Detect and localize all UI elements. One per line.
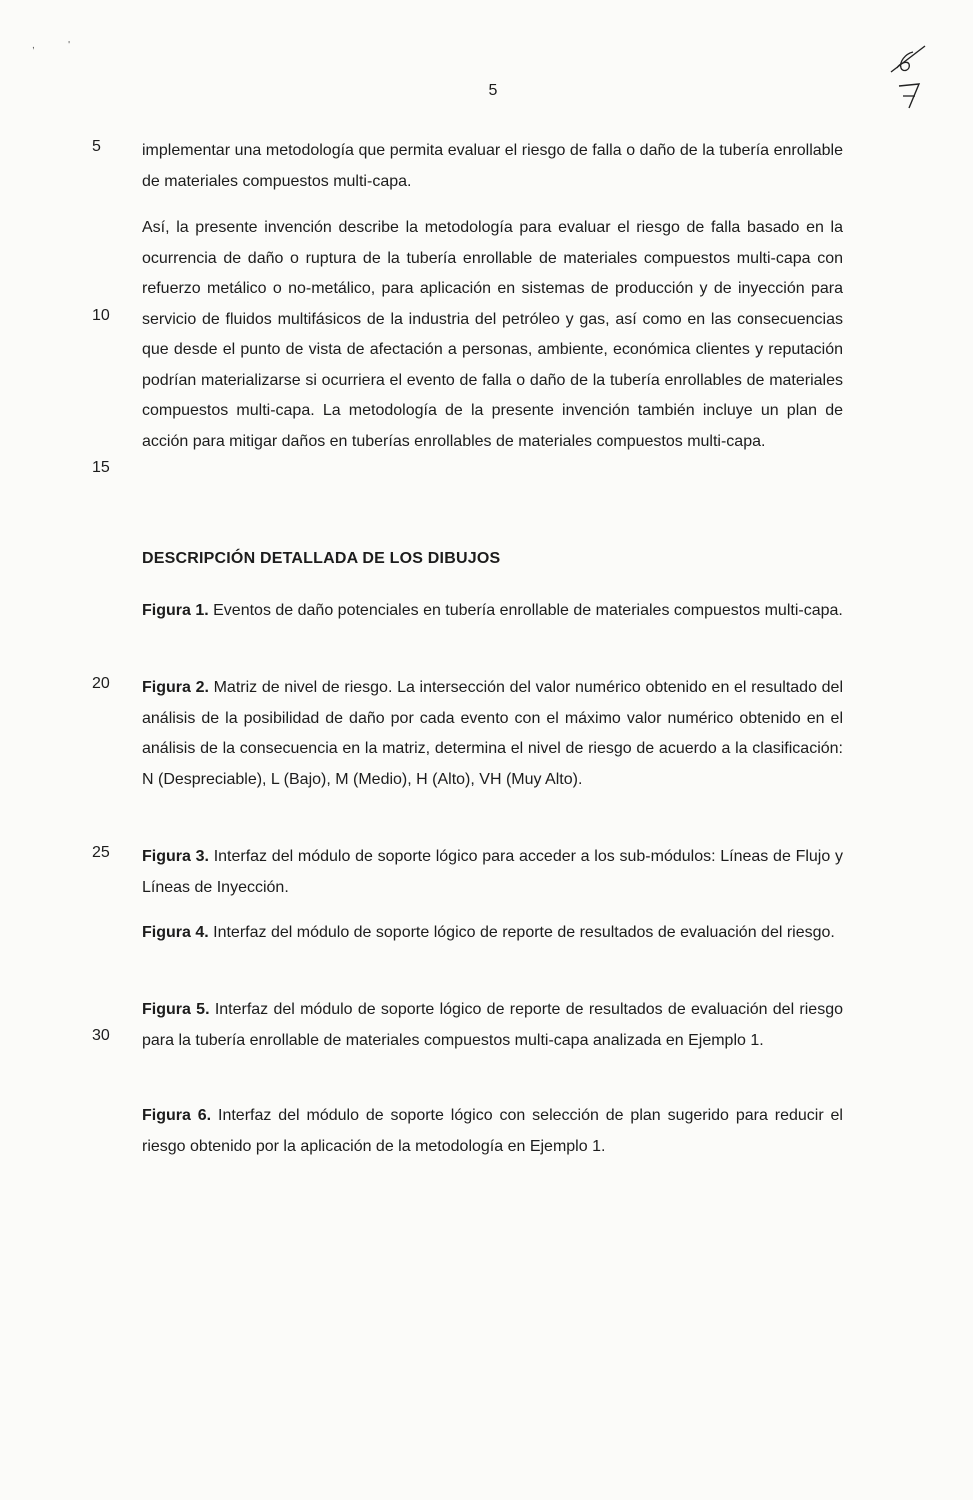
figure-label: Figura 6. (142, 1107, 212, 1124)
line-number: 30 (92, 1027, 110, 1044)
figure-label: Figura 5. (142, 1001, 210, 1018)
figure-text: Matriz de nivel de riesgo. La intersección del valor numérico obtenido en el resultado del análisis de la posibilidad de daño por cada evento con el máximo valor numérico obtenido en el análisis de la consecuencia en la matriz, determina el nivel de riesgo de acuerdo a la clasificación: N (Despreciable), L (Bajo), M (Medio), H (Alto), VH (Muy Alto). (142, 679, 844, 788)
figure-description (142, 918, 843, 949)
page-number: 5 (488, 82, 498, 99)
figure-label: Figura 4. (142, 924, 209, 941)
figure-description (142, 842, 843, 903)
figure-text: Interfaz del módulo de soporte lógico para acceder a los sub-módulos: Líneas de Flujo y Líneas de Inyección. (142, 848, 843, 896)
paragraph-continuation: implementar una metodología que permita evaluar el riesgo de falla o daño de la tubería enrollable de materiales compuestos multi-capa. (142, 142, 843, 190)
figure-description (142, 596, 843, 627)
figure-label: Figura 1. (142, 602, 209, 619)
line-number: 25 (92, 844, 110, 861)
line-number: 10 (92, 307, 110, 324)
figure-text: Interfaz del módulo de soporte lógico con selección de plan sugerido para reducir el riesgo obtenido por la aplicación de la metodología en Ejemplo 1. (142, 1107, 843, 1155)
figure-description (142, 1101, 843, 1162)
handwritten-page-mark (883, 40, 933, 110)
figure-text: Interfaz del módulo de soporte lógico de reporte de resultados de evaluación del riesgo. (208, 924, 835, 941)
figure-description (142, 995, 843, 1056)
line-number: 5 (92, 138, 101, 155)
line-number: 15 (92, 459, 110, 476)
line-number: 20 (92, 675, 110, 692)
paragraph-invention-description: Así, la presente invención describe la metodología para evaluar el riesgo de falla basado en la ocurrencia de daño o ruptura de la tubería enrollable de materiales compuestos multi-capa con refuerzo metálico o no-metálico, para aplicación en sistemas de producción y de inyección para servicio de fluidos multifásicos de la industria del petróleo y gas, así como en las consecuencias que desde el punto de vista de afectación a personas, ambiente, económica clientes y reputación podrían materializarse si ocurriera el evento de falla o daño de la tubería enrollables de materiales compuestos multi-capa. La metodología de la presente invención también incluye un plan de acción para mitigar daños en tuberías enrollables de materiales compuestos multi-capa. (142, 219, 843, 450)
figure-description (142, 673, 843, 795)
figure-label: Figura 2. (142, 679, 209, 696)
figure-text: Interfaz del módulo de soporte lógico de reporte de resultados de evaluación del riesgo para la tubería enrollable de materiales compuestos multi-capa analizada en Ejemplo 1. (142, 1001, 843, 1049)
section-heading: DESCRIPCIÓN DETALLADA DE LOS DIBUJOS (142, 550, 501, 567)
figure-text: Eventos de daño potenciales en tubería enrollable de materiales compuestos multi-capa. (208, 602, 843, 619)
figure-label: Figura 3. (142, 848, 209, 865)
scan-specks: , ' (32, 40, 71, 51)
